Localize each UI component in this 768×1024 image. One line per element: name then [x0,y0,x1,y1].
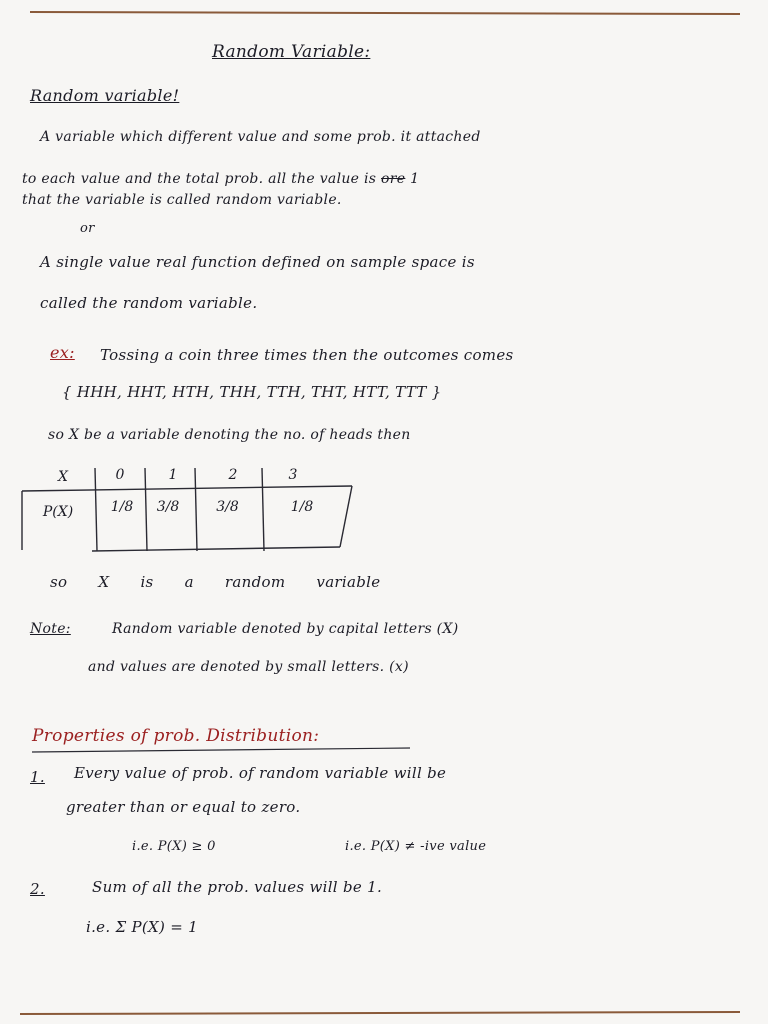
table-header-x: X [58,469,68,485]
properties-underline [32,748,410,752]
note-label: Note: [30,621,71,637]
note-line-2: and values are denoted by small letters. (x) [88,659,409,675]
example-line-3: so X be a variable denoting the no. of heads then [48,427,411,443]
top-border-line [30,12,740,14]
property-1-condition-1: i.e. P(X) ≥ 0 [132,839,216,854]
property-2-line-1: Sum of all the prob. values will be 1. [92,878,383,896]
alt-definition-line-1: A single value real function defined on sample space is [40,253,475,271]
table-x-value: 1 [168,467,178,483]
page-title: Random Variable: [212,42,371,62]
example-outcomes: { HHH, HHT, HTH, THH, TTH, THT, HTT, TTT } [62,383,442,401]
bottom-border-line [20,1012,740,1014]
definition-line-2 [22,172,419,186]
table-x-value: 2 [228,467,238,483]
table-p-value: 3/8 [156,499,180,515]
property-2-sum-equation: i.e. Σ P(X) = 1 [86,918,198,936]
table-row-label-px: P(X) [42,504,74,520]
property-1-number: 1. [30,768,45,786]
struck-word: ore [381,171,406,187]
note-line-1: Random variable denoted by capital letters (X) [112,621,459,637]
property-1-line-2: greater than or equal to zero. [66,798,301,816]
definition-line-2-end: 1 [410,171,420,187]
table-x-value: 0 [115,467,125,483]
property-2-number: 2. [30,880,45,898]
table-x-value: 3 [288,467,298,483]
example-line-1: Tossing a coin three times then the outcomes comes [100,346,514,364]
table-p-value: 1/8 [290,499,314,515]
alt-definition-line-2: called the random variable. [40,294,258,312]
or-word: or [80,221,95,236]
example-conclusion: so X is a random variable [50,573,381,591]
table-p-value: 1/8 [110,499,134,515]
definition-line-3: that the variable is called random variable. [22,192,342,208]
section-heading-random-variable: Random variable! [30,86,180,105]
definition-line-1: A variable which different value and some prob. it attached [40,129,481,145]
definition-line-2-text: to each value and the total prob. all the value is [22,171,377,187]
property-1-condition-2: i.e. P(X) ≠ -ive value [345,839,487,854]
property-1-line-1: Every value of prob. of random variable will be [74,764,447,782]
properties-heading: Properties of prob. Distribution: [32,726,320,746]
table-p-value: 3/8 [216,499,239,515]
example-label: ex: [50,343,75,362]
